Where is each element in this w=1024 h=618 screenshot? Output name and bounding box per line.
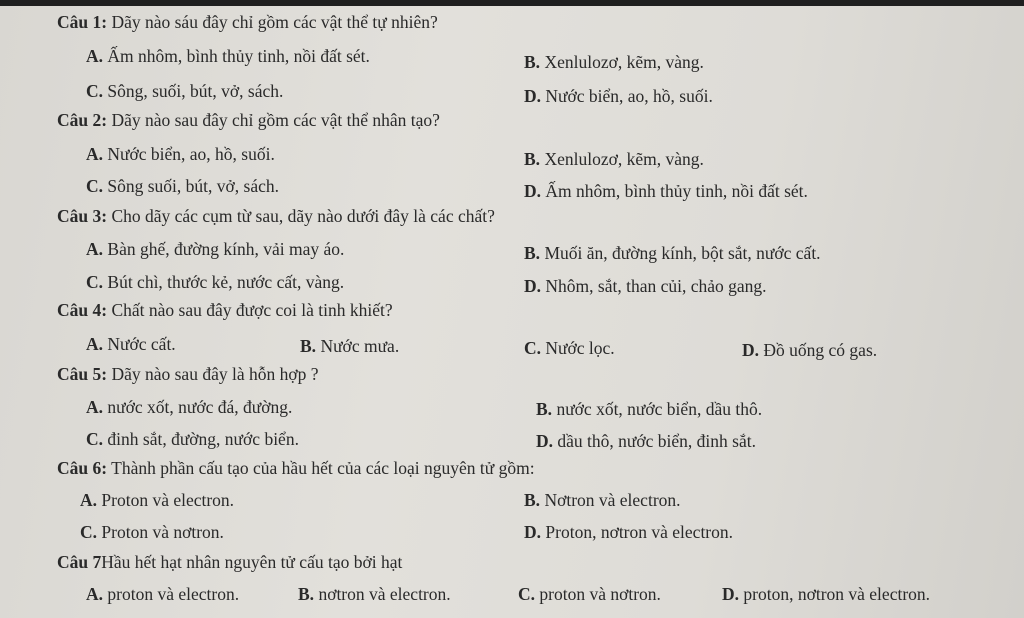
q4-option-b-text: Nước mưa. [316, 336, 400, 356]
q7-option-c [518, 584, 661, 605]
q1-option-b [524, 52, 704, 73]
q1-option-a-text: Ấm nhôm, bình thủy tinh, nồi đất sét. [103, 46, 370, 66]
question-6 [57, 458, 535, 479]
q4-option-b-key: B. [300, 336, 317, 356]
q6-option-d [524, 522, 733, 543]
q5-option-c-key: C. [86, 429, 104, 449]
q4-option-c-text: Nước lọc. [541, 338, 615, 358]
q3-option-c-text: Bút chì, thước kẻ, nước cất, vàng. [103, 272, 345, 292]
q3-option-a-text: Bàn ghế, đường kính, vải may áo. [103, 239, 345, 259]
question-7-label: Câu 7 [57, 552, 102, 572]
q2-option-d [524, 181, 808, 202]
q7-option-c-text: proton và nơtron. [535, 584, 661, 604]
q4-option-d-key: D. [742, 340, 760, 360]
q5-option-c-text: đinh sắt, đường, nước biển. [103, 429, 299, 449]
q2-option-a-text: Nước biển, ao, hồ, suối. [103, 144, 275, 164]
q7-option-c-key: C. [518, 584, 536, 604]
q7-option-d-text: proton, nơtron và electron. [739, 584, 931, 604]
q2-option-a [86, 144, 275, 165]
q5-option-a-text: nước xốt, nước đá, đường. [103, 397, 293, 417]
question-1 [57, 12, 438, 33]
q4-option-d-text: Đồ uống có gas. [759, 340, 878, 360]
question-5-label: Câu 5: [57, 364, 108, 384]
q6-option-b-key: B. [524, 490, 541, 510]
q5-option-b-text: nước xốt, nước biển, dầu thô. [552, 399, 763, 419]
question-2-text: Dãy nào sau đây chỉ gồm các vật thể nhân tạo? [107, 110, 440, 130]
q6-option-c-key: C. [80, 522, 98, 542]
q5-option-a-key: A. [86, 397, 104, 417]
q7-option-a [86, 584, 239, 605]
question-7 [57, 552, 402, 573]
q5-option-a [86, 397, 292, 418]
q2-option-c-key: C. [86, 176, 104, 196]
q2-option-a-key: A. [86, 144, 104, 164]
q3-option-b [524, 243, 821, 264]
q5-option-d-key: D. [536, 431, 554, 451]
question-5-text: Dãy nào sau đây là hỗn hợp ? [107, 364, 319, 384]
q7-option-a-key: A. [86, 584, 104, 604]
q3-option-c-key: C. [86, 272, 104, 292]
q2-option-b [524, 149, 704, 170]
q4-option-d [742, 340, 877, 361]
q1-option-c-key: C. [86, 81, 104, 101]
q3-option-d [524, 276, 767, 297]
q4-option-a [86, 334, 176, 355]
q4-option-a-key: A. [86, 334, 104, 354]
q6-option-b-text: Nơtron và electron. [540, 490, 681, 510]
q3-option-d-key: D. [524, 276, 542, 296]
q3-option-c [86, 272, 344, 293]
worksheet-page [0, 6, 1024, 618]
q6-option-d-key: D. [524, 522, 542, 542]
q1-option-c [86, 81, 283, 102]
question-6-text: Thành phần cấu tạo của hầu hết của các loại nguyên tử gồm: [107, 458, 535, 478]
q1-option-a [86, 46, 370, 67]
question-5 [57, 364, 319, 385]
q3-option-d-text: Nhôm, sắt, than củi, chảo gang. [541, 276, 767, 296]
question-4-label: Câu 4: [57, 300, 108, 320]
question-4-text: Chất nào sau đây được coi là tinh khiết? [107, 300, 393, 320]
q7-option-d [722, 584, 930, 605]
q1-option-d-text: Nước biển, ao, hồ, suối. [541, 86, 713, 106]
q6-option-c [80, 522, 224, 543]
q1-option-b-text: Xenlulozơ, kẽm, vàng. [540, 52, 704, 72]
q7-option-b-key: B. [298, 584, 315, 604]
question-3-text: Cho dãy các cụm từ sau, dãy nào dưới đây là các chất? [107, 206, 495, 226]
q2-option-d-text: Ấm nhôm, bình thủy tinh, nồi đất sét. [541, 181, 808, 201]
question-1-label: Câu 1: [57, 12, 108, 32]
q3-option-a [86, 239, 344, 260]
q6-option-c-text: Proton và nơtron. [97, 522, 224, 542]
q7-option-d-key: D. [722, 584, 740, 604]
q7-option-a-text: proton và electron. [103, 584, 240, 604]
q5-option-b [536, 399, 762, 420]
q5-option-b-key: B. [536, 399, 553, 419]
q6-option-b [524, 490, 681, 511]
q6-option-a [80, 490, 234, 511]
q5-option-d-text: dầu thô, nước biển, đinh sắt. [553, 431, 756, 451]
q5-option-c [86, 429, 299, 450]
question-7-text: Hầu hết hạt nhân nguyên tử cấu tạo bởi hạt [101, 552, 403, 572]
question-4 [57, 300, 393, 321]
question-2 [57, 110, 440, 131]
q2-option-b-text: Xenlulozơ, kẽm, vàng. [540, 149, 704, 169]
q7-option-b [298, 584, 451, 605]
q2-option-b-key: B. [524, 149, 541, 169]
question-1-text: Dãy nào sáu đây chỉ gồm các vật thể tự nhiên? [107, 12, 438, 32]
q1-option-d-key: D. [524, 86, 542, 106]
q2-option-d-key: D. [524, 181, 542, 201]
q4-option-c-key: C. [524, 338, 542, 358]
q4-option-a-text: Nước cất. [103, 334, 176, 354]
q3-option-a-key: A. [86, 239, 104, 259]
q1-option-d [524, 86, 713, 107]
q4-option-c [524, 338, 615, 359]
q6-option-a-key: A. [80, 490, 98, 510]
q1-option-b-key: B. [524, 52, 541, 72]
question-3 [57, 206, 495, 227]
q3-option-b-key: B. [524, 243, 541, 263]
q4-option-b [300, 336, 399, 357]
q5-option-d [536, 431, 756, 452]
question-3-label: Câu 3: [57, 206, 108, 226]
q2-option-c [86, 176, 279, 197]
q1-option-a-key: A. [86, 46, 104, 66]
question-2-label: Câu 2: [57, 110, 108, 130]
q2-option-c-text: Sông suối, bút, vở, sách. [103, 176, 280, 196]
q6-option-a-text: Proton và electron. [97, 490, 235, 510]
question-6-label: Câu 6: [57, 458, 108, 478]
q1-option-c-text: Sông, suối, bút, vở, sách. [103, 81, 284, 101]
q6-option-d-text: Proton, nơtron và electron. [541, 522, 734, 542]
q3-option-b-text: Muối ăn, đường kính, bột sắt, nước cất. [540, 243, 821, 263]
q7-option-b-text: nơtron và electron. [314, 584, 451, 604]
